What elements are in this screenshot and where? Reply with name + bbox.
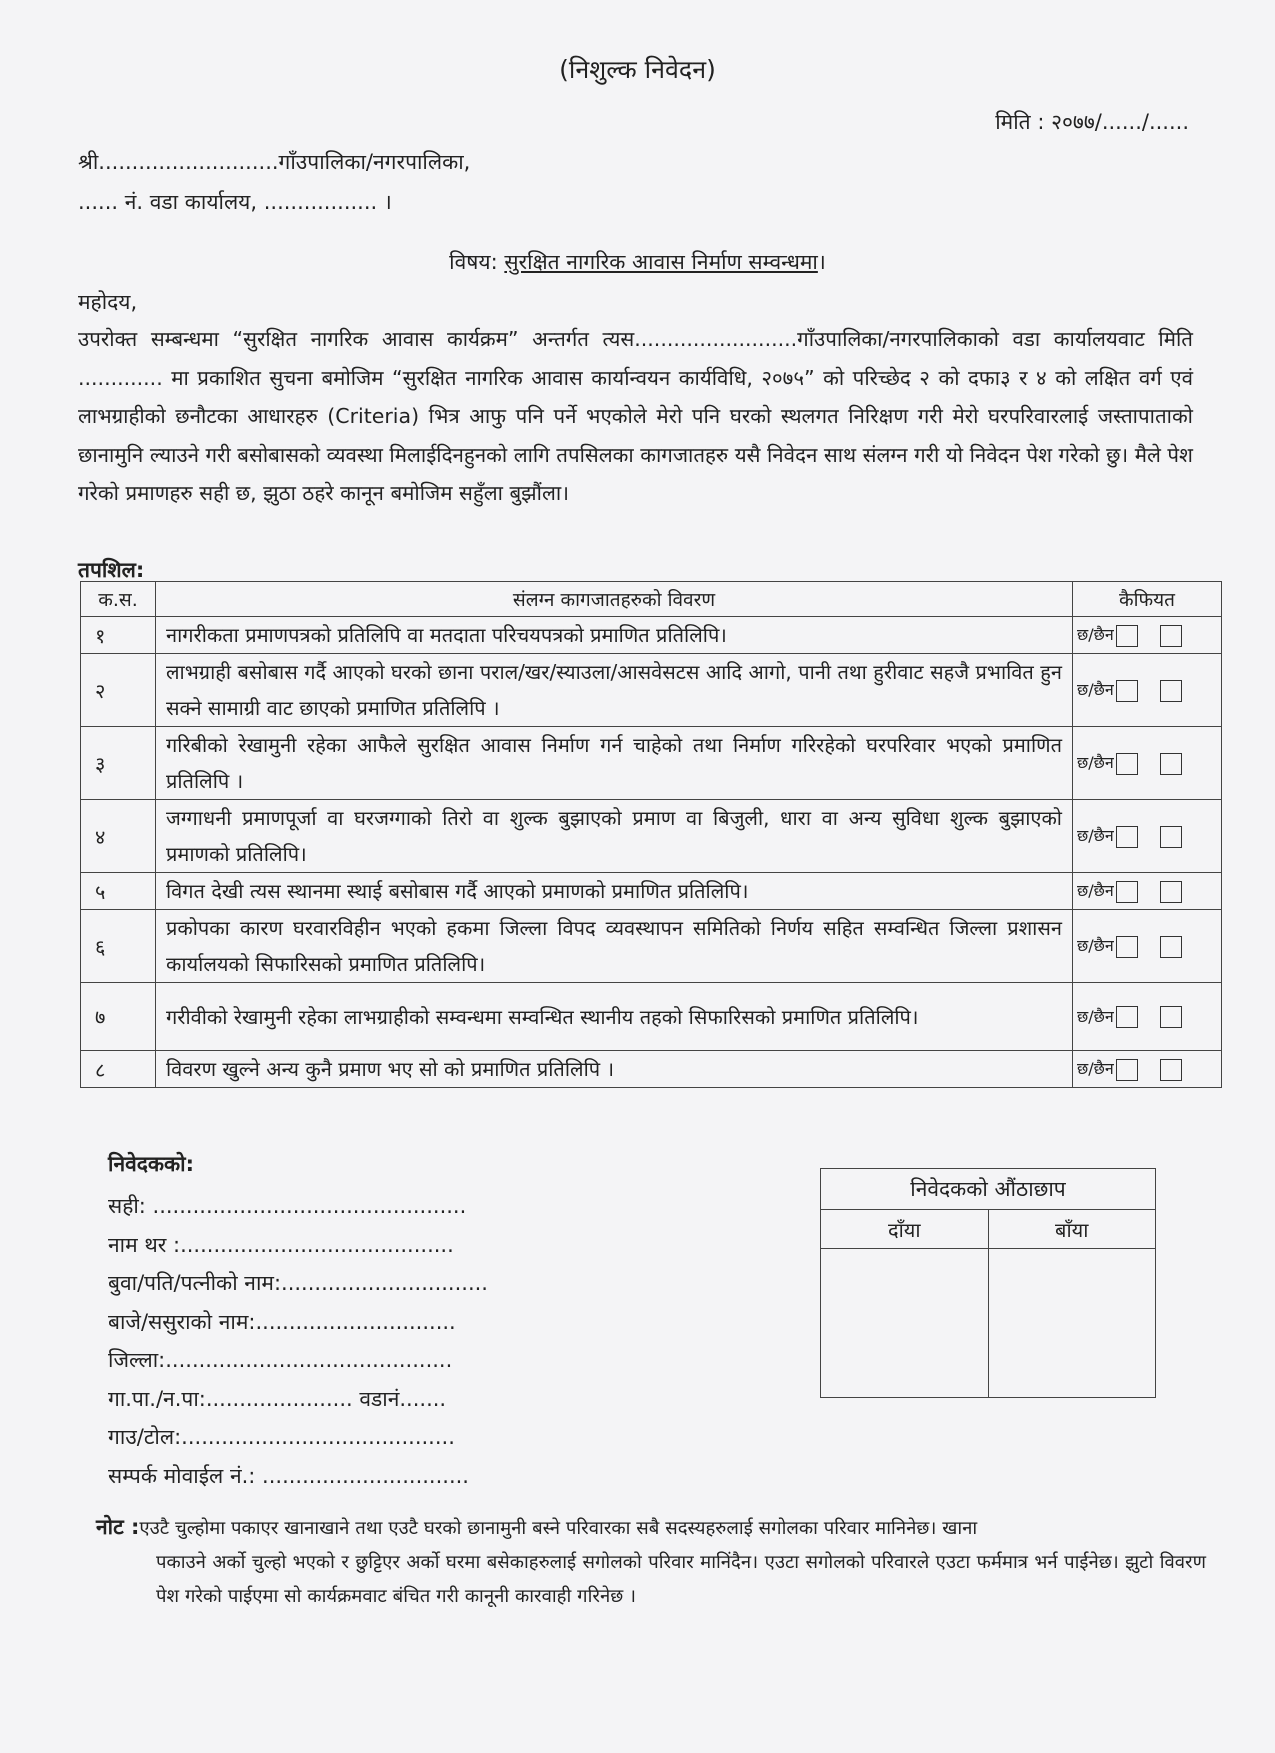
applicant-field[interactable]: सही: ............................................... <box>108 1194 467 1218</box>
applicant-heading: निवेदकको: <box>108 1152 195 1176</box>
yes-no-label: छ/छैन <box>1077 1059 1114 1079</box>
table-row <box>81 983 1222 1051</box>
yes-checkbox[interactable] <box>1116 826 1138 848</box>
thumbprint-left-area[interactable] <box>988 1249 1156 1398</box>
applicant-field[interactable]: बाजे/ससुराको नाम:.............................. <box>108 1309 456 1334</box>
yes-no-label: छ/छैन <box>1077 881 1114 901</box>
no-checkbox[interactable] <box>1160 625 1182 647</box>
row-number: ४ <box>81 800 156 873</box>
thumbprint-left-label: बाँया <box>988 1210 1156 1249</box>
table-header-row <box>81 582 1222 617</box>
yes-checkbox[interactable] <box>1116 625 1138 647</box>
table-row <box>81 873 1222 910</box>
subject-text: सुरक्षित नागरिक आवास निर्माण सम्वन्धमा <box>504 250 818 274</box>
row-description: लाभग्राही बसोबास गर्दै आएको घरको छाना पराल/खर/स्याउला/आसवेसटस आदि आगो, पानी तथा हुरीवाट सहजै प्रभावित हुन सक्ने सामाग्री वाट छाएको प्रमाणित प्रतिलिपि । <box>156 654 1073 727</box>
note-label: नोट : <box>96 1515 140 1539</box>
address-line-2: ...... नं. वडा कार्यालय, ................. । <box>78 190 392 214</box>
row-remarks <box>1073 983 1222 1051</box>
row-number: ५ <box>81 873 156 910</box>
yes-checkbox[interactable] <box>1116 936 1138 958</box>
thumbprint-right-area[interactable] <box>821 1249 989 1398</box>
row-description: विगत देखी त्यस स्थानमा स्थाई बसोबास गर्दै आएको प्रमाणको प्रमाणित प्रतिलिपि। <box>156 873 1073 910</box>
row-description: विवरण खुल्ने अन्य कुनै प्रमाण भए सो को प्रमाणित प्रतिलिपि । <box>156 1051 1073 1088</box>
header-desc: संलग्न कागजातहरुको विवरण <box>156 582 1073 617</box>
table-row <box>81 727 1222 800</box>
yes-no-label: छ/छैन <box>1077 680 1114 700</box>
yes-no-label: छ/छैन <box>1077 625 1114 645</box>
row-number: ३ <box>81 727 156 800</box>
date-line: मिति : २०७७/....../...... <box>995 110 1189 134</box>
no-checkbox[interactable] <box>1160 881 1182 903</box>
subject-end: । <box>817 250 826 274</box>
yes-no-label: छ/छैन <box>1077 826 1114 846</box>
no-checkbox[interactable] <box>1160 1059 1182 1081</box>
row-number: १ <box>81 617 156 654</box>
no-checkbox[interactable] <box>1160 826 1182 848</box>
row-remarks <box>1073 800 1222 873</box>
no-checkbox[interactable] <box>1160 1006 1182 1028</box>
row-number: ६ <box>81 910 156 983</box>
row-remarks <box>1073 617 1222 654</box>
no-checkbox[interactable] <box>1160 680 1182 702</box>
row-number: २ <box>81 654 156 727</box>
form-title: (निशुल्क निवेदन) <box>559 55 716 84</box>
thumbprint-box <box>820 1168 1156 1398</box>
table-row <box>81 617 1222 654</box>
details-heading: तपशिल: <box>78 558 145 582</box>
thumbprint-title: निवेदकको औंठाछाप <box>821 1169 1156 1210</box>
yes-checkbox[interactable] <box>1116 680 1138 702</box>
no-checkbox[interactable] <box>1160 753 1182 775</box>
applicant-field[interactable]: नाम थर :......................................... <box>108 1232 454 1257</box>
row-remarks <box>1073 727 1222 800</box>
applicant-field[interactable]: गाउ/टोल:......................................... <box>108 1425 455 1449</box>
row-description: प्रकोपका कारण घरवारविहीन भएको हकमा जिल्ला विपद व्यवस्थापन समितिको निर्णय सहित सम्वन्धित जिल्ला प्रशासन कार्यालयको सिफारिसको प्रमाणित प्रतिलिपि। <box>156 910 1073 983</box>
table-row <box>81 910 1222 983</box>
row-number: ८ <box>81 1051 156 1088</box>
documents-table <box>80 581 1222 1088</box>
yes-checkbox[interactable] <box>1116 753 1138 775</box>
no-checkbox[interactable] <box>1160 936 1182 958</box>
note-section <box>96 1510 1206 1614</box>
note-rest: पकाउने अर्को चुल्हो भएको र छुट्टिएर अर्को घरमा बसेकाहरुलाई सगोलको परिवार मानिंदैन। एउटा सगोलको परिवारले एउटा फर्ममात्र भर्न पाईनेछ। झुटो विवरण पेश गरेको पाईएमा सो कार्यक्रमवाट बंचित गरी कानूनी कारवाही गरिनेछ । <box>156 1552 1206 1607</box>
thumbprint-right-label: दाँया <box>821 1210 989 1249</box>
header-remarks: कैफियत <box>1073 582 1222 617</box>
header-sn: क.स. <box>81 582 156 617</box>
row-remarks <box>1073 1051 1222 1088</box>
row-remarks <box>1073 910 1222 983</box>
row-remarks <box>1073 654 1222 727</box>
row-description: नागरीकता प्रमाणपत्रको प्रतिलिपि वा मतदाता परिचयपत्रको प्रमाणित प्रतिलिपि। <box>156 617 1073 654</box>
yes-checkbox[interactable] <box>1116 1059 1138 1081</box>
row-description: गरिबीको रेखामुनी रहेका आफैले सुरक्षित आवास निर्माण गर्न चाहेको तथा निर्माण गरिरहेको घरपरिवार भएको प्रमाणित प्रतिलिपि । <box>156 727 1073 800</box>
address-line-1: श्री...........................गाँउपालिका/नगरपालिका, <box>78 150 471 174</box>
note-first-line: एउटै चुल्होमा पकाएर खानाखाने तथा एउटै घरको छानामुनी बस्ने परिवारका सबै सदस्यहरुलाई सगोलका परिवार मानिनेछ। खाना <box>139 1518 978 1539</box>
row-remarks <box>1073 873 1222 910</box>
yes-no-label: छ/छैन <box>1077 753 1114 773</box>
row-number: ७ <box>81 983 156 1051</box>
table-row <box>81 654 1222 727</box>
salutation: महोदय, <box>78 290 138 314</box>
table-row <box>81 800 1222 873</box>
yes-checkbox[interactable] <box>1116 1006 1138 1028</box>
table-row <box>81 1051 1222 1088</box>
yes-checkbox[interactable] <box>1116 881 1138 903</box>
subject-line <box>0 248 1275 276</box>
yes-no-label: छ/छैन <box>1077 1006 1114 1026</box>
yes-no-label: छ/छैन <box>1077 936 1114 956</box>
applicant-field[interactable]: बुवा/पति/पत्नीको नाम:............................... <box>108 1271 488 1295</box>
applicant-field[interactable]: जिल्ला:........................................... <box>108 1348 453 1372</box>
applicant-field[interactable]: सम्पर्क मोवाईल नं.: ............................... <box>108 1463 469 1488</box>
applicant-field[interactable]: गा.पा./न.पा:...................... वडानं....... <box>108 1386 447 1411</box>
body-paragraph: उपरोक्त सम्बन्धमा “सुरक्षित नागरिक आवास कार्यक्रम” अन्तर्गत त्यस.........................गाँउपालिका/नगरपालिकाको वडा कार्यालयवाट मिति ............. मा प्रकाशित सुचना बमोजिम “सुरक्षित नागरिक आवास कार्यान्वयन कार्यविधि, २०७५” को परिच्छेद २ को दफा३ र ४ को लक्षित वर्ग एवं लाभग्राहीको छनौटका आधारहरु (Criteria) भित्र आफु पनि पर्ने भएकोले मेरो पनि घरको स्थलगत निरिक्षण गरी मेरो घरपरिवारलाई जस्तापाताको छानामुनि ल्याउने गरी बसोबासको व्यवस्था मिलाईदिनहुनको लागि तपसिलका कागजातहरु यसै निवेदन साथ संलग्न गरी यो निवेदन पेश गरेको छु। मैले पेश गरेको प्रमाणहरु सही छ, झुठा ठहरे कानून बमोजिम सहुँला बुझौंला। <box>78 327 1193 505</box>
row-description: गरीवीको रेखामुनी रहेका लाभग्राहीको सम्वन्धमा सम्वन्धित स्थानीय तहको सिफारिसको प्रमाणित प्रतिलिपि। <box>156 983 1073 1051</box>
row-description: जग्गाधनी प्रमाणपूर्जा वा घरजग्गाको तिरो वा शुल्क बुझाएको प्रमाण वा बिजुली, धारा वा अन्य सुविधा शुल्क बुझाएको प्रमाणको प्रतिलिपि। <box>156 800 1073 873</box>
subject-label: विषय: <box>449 250 505 274</box>
